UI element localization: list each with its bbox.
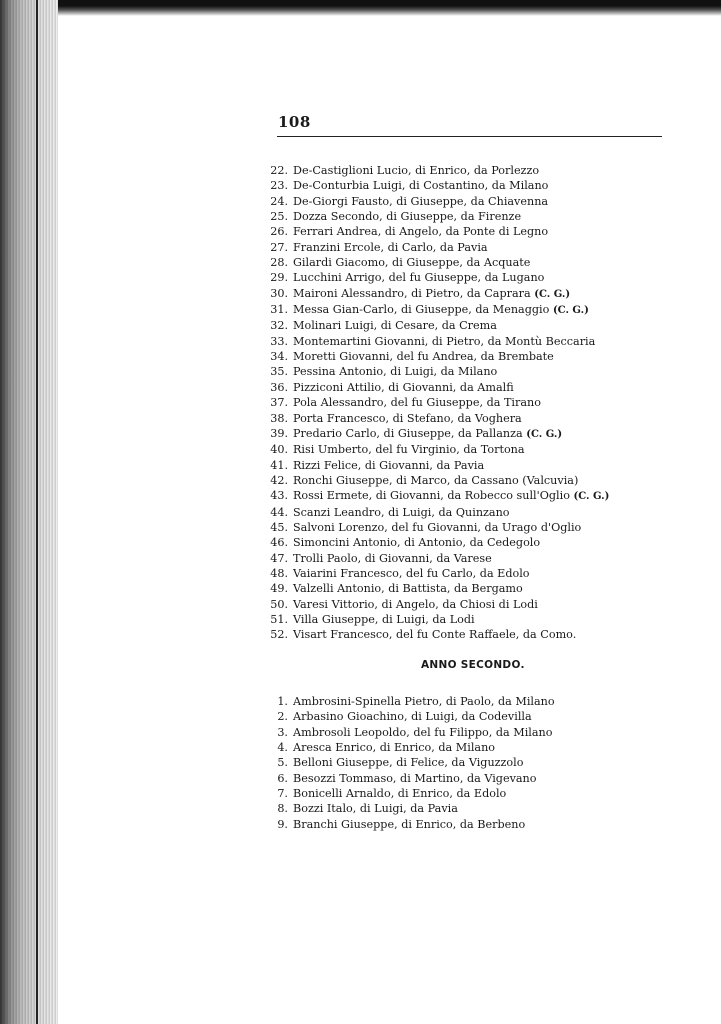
entry-number: 44. (270, 505, 288, 519)
entry-number: 47. (270, 551, 288, 565)
entry-number: 39. (270, 426, 288, 440)
list-item (262, 163, 609, 178)
entry-text: De-Giorgi Fausto, di Giuseppe, da Chiavenna (293, 194, 549, 208)
student-list-continued (262, 163, 609, 643)
list-item (262, 488, 609, 504)
entry-text: Belloni Giuseppe, di Felice, da Viguzzolo (293, 756, 524, 770)
list-item (262, 505, 609, 520)
entry-text: Porta Francesco, di Stefano, da Voghera (293, 411, 522, 425)
entry-text: Trolli Paolo, di Giovanni, da Varese (293, 551, 492, 565)
entry-text: Pola Alessandro, del fu Giuseppe, da Tirano (293, 396, 541, 410)
entry-number: 26. (270, 225, 288, 239)
entry-text: Visart Francesco, del fu Conte Raffaele, da Como. (293, 628, 577, 642)
entry-number: 34. (270, 350, 288, 364)
entry-number: 27. (270, 240, 288, 254)
entry-text: Montemartini Giovanni, di Pietro, da Montù Beccaria (293, 334, 596, 348)
list-item (262, 535, 609, 550)
list-item (262, 442, 609, 457)
list-item (262, 318, 609, 333)
entry-text: Rossi Ermete, di Giovanni, da Robecco sull'Oglio (293, 489, 570, 503)
entry-number: 45. (270, 520, 288, 534)
list-item (262, 240, 609, 255)
list-item (262, 740, 555, 755)
scan-top-edge (0, 0, 721, 16)
entry-number: 49. (270, 582, 288, 596)
entry-text: Dozza Secondo, di Giuseppe, da Firenze (293, 210, 522, 224)
entry-note: (C. G.) (526, 428, 563, 440)
entry-number: 7. (277, 787, 288, 801)
list-item (262, 426, 609, 442)
list-item (262, 473, 609, 488)
list-item (262, 786, 555, 801)
entry-text: Moretti Giovanni, del fu Andrea, da Brembate (293, 350, 554, 364)
list-item (262, 612, 609, 627)
entry-text: Risi Umberto, del fu Virginio, da Tortona (293, 443, 525, 457)
student-list-anno-secondo (262, 694, 555, 832)
entry-text: Lucchini Arrigo, del fu Giuseppe, da Lugano (293, 271, 545, 285)
entry-number: 5. (277, 756, 288, 770)
list-item (262, 627, 609, 642)
entry-number: 3. (277, 725, 288, 739)
entry-number: 33. (270, 334, 288, 348)
list-item (262, 755, 555, 770)
list-item (262, 209, 609, 224)
list-item (262, 364, 609, 379)
entry-number: 40. (270, 443, 288, 457)
entry-number: 23. (270, 179, 288, 193)
list-item (262, 771, 555, 786)
entry-number: 24. (270, 194, 288, 208)
entry-number: 32. (270, 319, 288, 333)
list-item (262, 458, 609, 473)
entry-number: 6. (277, 771, 288, 785)
entry-text: Villa Giuseppe, di Luigi, da Lodi (293, 612, 475, 626)
list-item (262, 801, 555, 816)
section-heading: ANNO SECONDO. (421, 659, 525, 671)
entry-text: Maironi Alessandro, di Pietro, da Caprara (293, 286, 531, 300)
entry-text: Simoncini Antonio, di Antonio, da Cedegolo (293, 536, 541, 550)
list-item (262, 566, 609, 581)
list-item (262, 411, 609, 426)
entry-number: 28. (270, 256, 288, 270)
list-item (262, 694, 555, 709)
entry-number: 35. (270, 365, 288, 379)
scan-binding-edge (0, 0, 58, 1024)
list-item (262, 302, 609, 318)
entry-text: Branchi Giuseppe, di Enrico, da Berbeno (293, 817, 526, 831)
page-number: 108 (278, 113, 311, 131)
entry-number: 43. (270, 489, 288, 503)
entry-text: Ambrosoli Leopoldo, del fu Filippo, da Milano (293, 725, 553, 739)
entry-text: Predario Carlo, di Giuseppe, da Pallanza (293, 426, 523, 440)
entry-number: 2. (277, 710, 288, 724)
entry-number: 52. (270, 628, 288, 642)
entry-text: Pessina Antonio, di Luigi, da Milano (293, 365, 498, 379)
entry-text: Aresca Enrico, di Enrico, da Milano (293, 741, 496, 755)
entry-number: 37. (270, 396, 288, 410)
entry-text: Arbasino Gioachino, di Luigi, da Codevilla (293, 710, 532, 724)
entry-number: 25. (270, 210, 288, 224)
entry-text: Ferrari Andrea, di Angelo, da Ponte di Legno (293, 225, 549, 239)
entry-text: De-Castiglioni Lucio, di Enrico, da Porlezzo (293, 164, 540, 177)
list-item (262, 270, 609, 285)
entry-number: 8. (277, 802, 288, 816)
entry-text: Salvoni Lorenzo, del fu Giovanni, da Urago d'Oglio (293, 520, 582, 534)
list-item (262, 817, 555, 832)
list-item (262, 581, 609, 596)
entry-note: (C. G.) (552, 305, 589, 317)
list-item (262, 597, 609, 612)
list-item (262, 349, 609, 364)
entry-number: 4. (277, 741, 288, 755)
entry-text: Gilardi Giacomo, di Giuseppe, da Acquate (293, 256, 531, 270)
entry-text: De-Conturbia Luigi, di Costantino, da Milano (293, 179, 549, 193)
binding-line (36, 0, 38, 1024)
list-item (262, 286, 609, 302)
header-rule (277, 136, 662, 137)
entry-number: 38. (270, 411, 288, 425)
entry-text: Ambrosini-Spinella Pietro, di Paolo, da Milano (293, 695, 555, 708)
list-item (262, 224, 609, 239)
list-item (262, 194, 609, 209)
entry-number: 36. (270, 380, 288, 394)
entry-text: Vaiarini Francesco, del fu Carlo, da Edolo (293, 566, 530, 580)
entry-text: Ronchi Giuseppe, di Marco, da Cassano (Valcuvia) (293, 473, 579, 487)
entry-number: 9. (277, 817, 288, 831)
list-item (262, 709, 555, 724)
entry-number: 42. (270, 473, 288, 487)
list-item (262, 255, 609, 270)
entry-text: Molinari Luigi, di Cesare, da Crema (293, 319, 497, 333)
entry-text: Bonicelli Arnaldo, di Enrico, da Edolo (293, 787, 507, 801)
entry-note: (C. G.) (534, 288, 571, 300)
list-item (262, 178, 609, 193)
list-item (262, 380, 609, 395)
entry-note: (C. G.) (573, 491, 610, 503)
entry-text: Pizziconi Attilio, di Giovanni, da Amalfi (293, 380, 514, 394)
list-item (262, 520, 609, 535)
list-item (262, 334, 609, 349)
entry-text: Messa Gian-Carlo, di Giuseppe, da Menaggio (293, 303, 550, 317)
entry-text: Valzelli Antonio, di Battista, da Bergamo (293, 582, 523, 596)
entry-number: 29. (270, 271, 288, 285)
entry-number: 48. (270, 566, 288, 580)
entry-text: Varesi Vittorio, di Angelo, da Chiosi di Lodi (293, 597, 538, 611)
list-item (262, 551, 609, 566)
entry-number: 31. (270, 303, 288, 317)
entry-number: 22. (270, 164, 288, 177)
entry-number: 50. (270, 597, 288, 611)
entry-text: Scanzi Leandro, di Luigi, da Quinzano (293, 505, 510, 519)
entry-text: Bozzi Italo, di Luigi, da Pavia (293, 802, 458, 816)
entry-number: 1. (277, 695, 288, 708)
entry-number: 51. (270, 612, 288, 626)
entry-number: 41. (270, 458, 288, 472)
list-item (262, 725, 555, 740)
entry-text: Franzini Ercole, di Carlo, da Pavia (293, 240, 488, 254)
entry-text: Besozzi Tommaso, di Martino, da Vigevano (293, 771, 537, 785)
entry-text: Rizzi Felice, di Giovanni, da Pavia (293, 458, 485, 472)
entry-number: 30. (270, 286, 288, 300)
entry-number: 46. (270, 536, 288, 550)
list-item (262, 395, 609, 410)
